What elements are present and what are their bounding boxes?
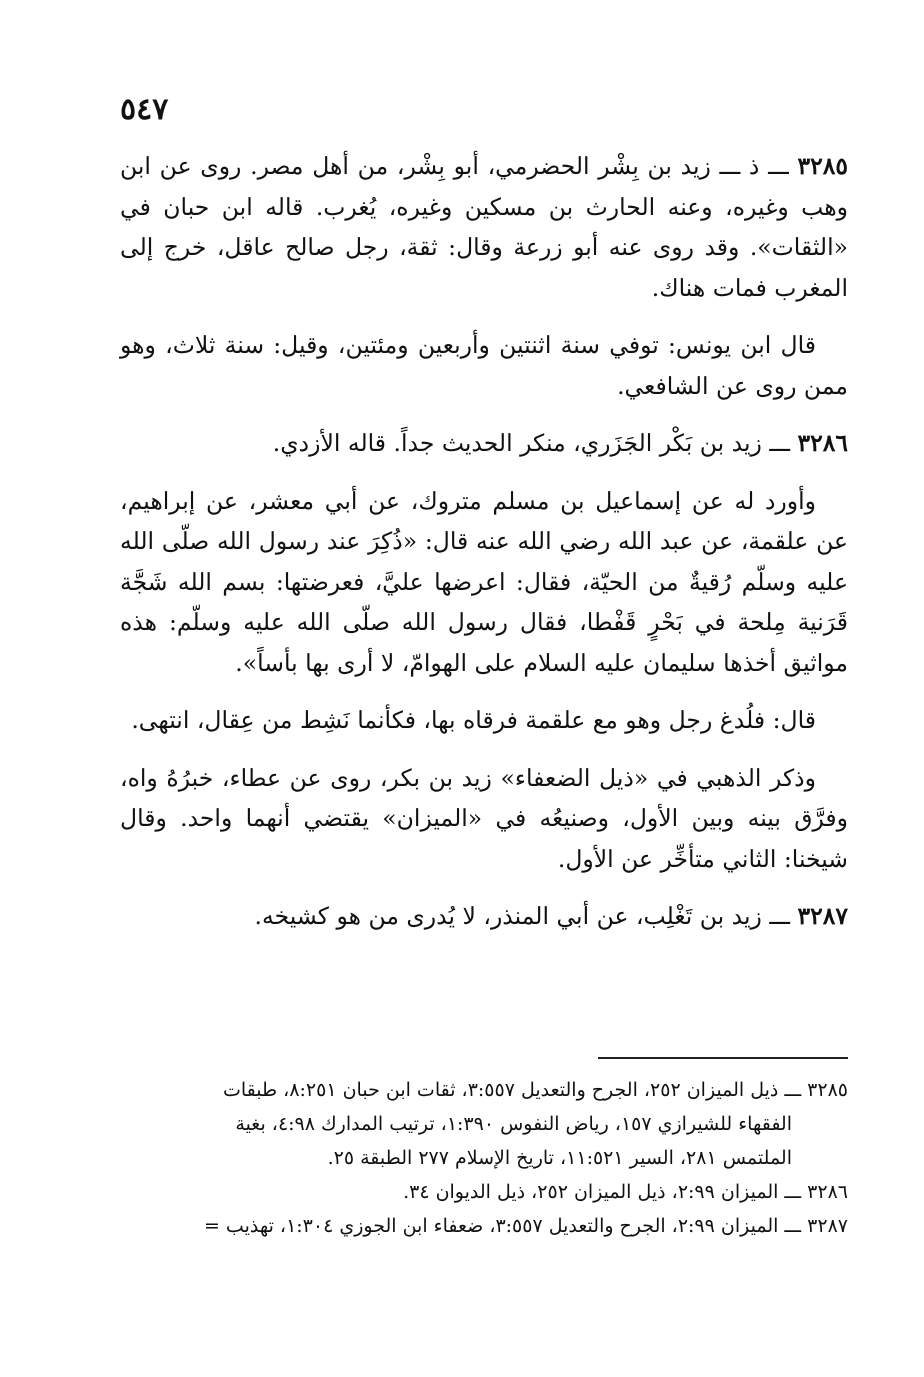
paragraph: وذكر الذهبي في «ذيل الضعفاء» زيد بن بكر، روى عن عطاء، خبرُهُ واه، وفرَّق بينه وبين الأول، وصنيعُه في «الميزان» يقتضي أنهما واحد. وقال شيخنا: الثاني متأخِّر عن الأول.: [120, 763, 848, 873]
paragraph: قال ابن يونس: توفي سنة اثنتين وأربعين ومئتين، وقيل: سنة ثلاث، وهو ممن روى عن الشافعي.: [120, 331, 848, 400]
main-text: [120, 146, 848, 954]
entry-3285: [120, 146, 848, 308]
entry-number: ٣٢٨٥: [797, 152, 848, 180]
page-number: ٥٤٧: [120, 92, 169, 127]
footnotes: [120, 1073, 848, 1243]
footnote-line: ٣٢٨٥ ـــ ذيل الميزان ٢٥٢، الجرح والتعديل ٣:٥٥٧، ثقات ابن حبان ٨:٢٥١، طبقات: [223, 1079, 848, 1101]
entry-text: ـــ ذ ـــ زيد بن بِشْر الحضرمي، أبو بِشْر، من أهل مصر. روى عن ابن وهب وغيره، وعنه الحارث بن مسكين وغيره، يُغرب. قاله ابن حبان في «الثقات». وقد روى عنه أبو زرعة وقال: ثقة، رجل صالح عاقل، خرج إلى المغرب فمات هناك.: [120, 152, 848, 302]
footnote-divider: [598, 1057, 848, 1059]
entry-number: ٣٢٨٦: [797, 429, 848, 457]
entry-text: ـــ زيد بن تَغْلِب، عن أبي المنذر، لا يُدرى من هو كشيخه.: [254, 902, 791, 930]
entry-text: ـــ زيد بن بَكْر الجَزَري، منكر الحديث جداً. قاله الأزدي.: [272, 429, 791, 457]
entry-3287: [120, 896, 848, 937]
entry-number: ٣٢٨٧: [797, 902, 848, 930]
footnote-line: ٣٢٨٦ ـــ الميزان ٢:٩٩، ذيل الميزان ٢٥٢، ذيل الديوان ٣٤.: [403, 1181, 848, 1203]
paragraph: قال: فلُدغ رجل وهو مع علقمة فرقاه بها، فكأنما نَشِط من عِقال، انتهى.: [131, 706, 816, 734]
footnote-line: الفقهاء للشيرازي ١٥٧، رياض النفوس ١:٣٩٠، ترتيب المدارك ٤:٩٨، بغية: [235, 1113, 792, 1135]
footnote-line: ٣٢٨٧ ـــ الميزان ٢:٩٩، الجرح والتعديل ٣:٥٥٧، ضعفاء ابن الجوزي ١:٣٠٤، تهذيب =: [203, 1215, 848, 1237]
paragraph: وأورد له عن إسماعيل بن مسلم متروك، عن أبي معشر، عن إبراهيم، عن علقمة، عن عبد الله رضي الله عنه قال: «ذُكِرَ عند رسول الله صلّى الله عليه وسلّم رُقيةٌ من الحيّة، فقال: اعرضها عليَّ، فعرضتها: بسم الله شَجَّة قَرَنية مِلحة في بَحْرٍ قَفْطا، فقال رسول الله صلّى الله عليه وسلّم: هذه مواثيق أخذها سليمان عليه السلام على الهوامّ، لا أرى بها بأساً».: [120, 486, 848, 677]
entry-3286: [120, 423, 848, 464]
footnote-line: الملتمس ٢٨١، السير ١١:٥٢١، تاريخ الإسلام ٢٧٧ الطبقة ٢٥.: [327, 1147, 792, 1169]
